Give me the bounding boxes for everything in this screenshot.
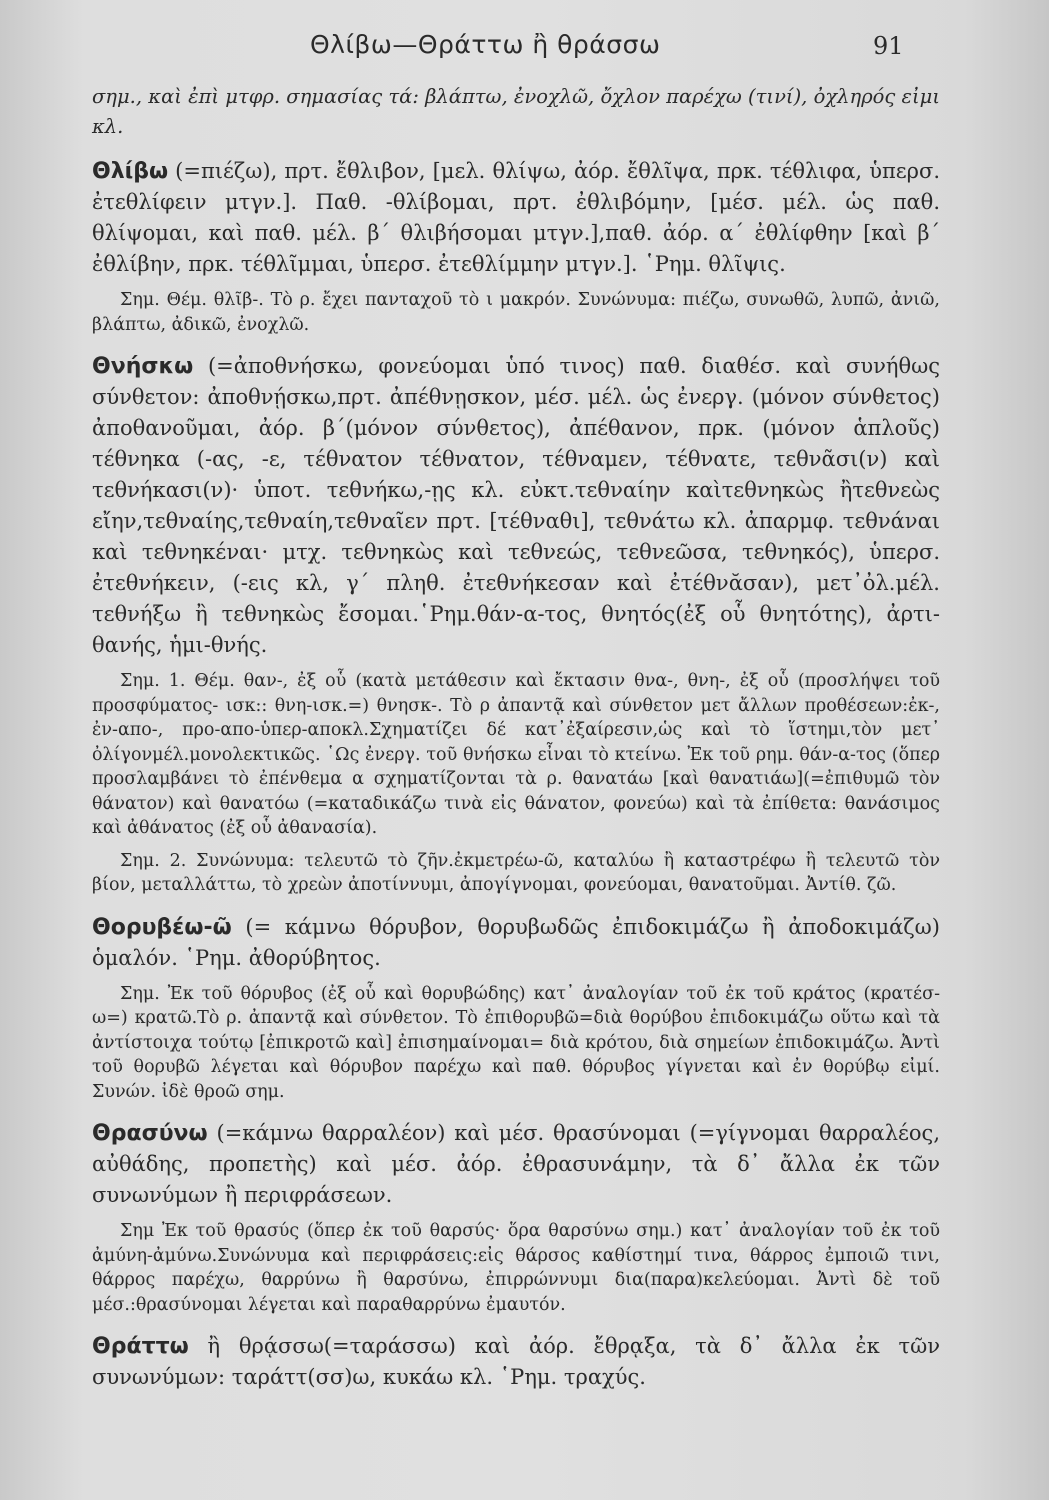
page-number: 91 xyxy=(873,32,904,60)
headword: Θρασύνω xyxy=(92,1121,208,1146)
page-header xyxy=(0,30,1049,70)
headword: Θορυβέω-ῶ xyxy=(92,914,232,940)
note: Σημ Ἐκ τοῦ θρασύς (ὅπερ ἐκ τοῦ θαρσύς· ὅρα θαρσύνω σημ.) κατ᾽ ἀναλογίαν τοῦ ἐκ τοῦ ἀμύνη-ἀμύνω.Συνώνυμα καὶ περιφράσεις:εἰς θάρσος καθίστημί τινα, θάρρος ἐμποιῶ τινι, θάρρος παρέχω, θαρρύνω ἢ θαρσύνω, ἐπιρρώννυμι δια(παρα)κελεύομαι. Ἀντὶ δὲ τοῦ μέσ.:θρασύνομαι λέγεται καὶ παραθαρρύνω ἐμαυτόν. xyxy=(92,1221,940,1315)
headword: Θνήσκω xyxy=(92,354,194,379)
note: Σημ. Θέμ. θλῖβ-. Τὸ ρ. ἔχει πανταχοῦ τὸ ι μακρόν. Συνώνυμα: πιέζω, συνωθῶ, λυπῶ, ἀνιῶ, βλάπτω, ἀδικῶ, ἐνοχλῶ. xyxy=(92,290,940,335)
note: Σημ. 1. Θέμ. θαν-, ἐξ οὗ (κατὰ μετάθεσιν καὶ ἔκτασιν θνα-, θνη-, ἐξ οὗ (προσλήψει τοῦ προσφύματος- ισκ:: θνη-ισκ.=) θνησκ-. Τὸ ρ ἀπαντᾷ καὶ σύνθετον μετ ἄλλων προθέσεων:ἐκ-, ἐν-απο-, προ-απο-ὑπερ-αποκλ.Σχηματίζει δέ κατ᾽ἐξαίρεσιν,ὡς καὶ τὸ ἵστημι,τὸν μετ᾽ ὀλίγονμέλ.μονολεκτικῶς. ῾Ως ἐνεργ. τοῦ θνήσκω εἶναι τὸ κτείνω. Ἐκ τοῦ ρημ. θάν-α-τος (ὅπερ προσλαμβάνει τὸ ἐπένθεμα α σχηματίζονται τὰ ρ. θανατάω [καὶ θανατιάω](=ἐπιθυμῶ τὸν θάνατον) καὶ θανατόω (=καταδικάζω τινὰ εἰς θάνατον, φονεύω) καὶ τὰ ἐπίθετα: θανάσιμος καὶ ἀθάνατος (ἐξ οὗ ἀθανασία). xyxy=(92,671,940,838)
entry-thlibo xyxy=(92,156,940,280)
entry-thorybeo xyxy=(92,912,940,974)
continuation-paragraph: σημ., καὶ ἐπὶ μτφρ. σημασίας τά: βλάπτω, ἐνοχλῶ, ὄχλον παρέχω (τινί), ὀχληρός εἰμι κλ. xyxy=(92,85,940,138)
headword: Θλίβω xyxy=(92,159,169,184)
entry-text: (=κάμνω θαρραλέον) καὶ μέσ. θρασύνομαι (=γίγνομαι θαρραλέος, αὐθάδης, προπετὴς) καὶ μέσ. ἀόρ. ἐθρασυνάμην, τὰ δ᾽ ἄλλα ἐκ τῶν συνωνύμων ἢ περιφράσεων. xyxy=(92,1121,940,1207)
note: Σημ. Ἐκ τοῦ θόρυβος (ἐξ οὗ καὶ θορυβώδης) κατ᾽ ἀναλογίαν τοῦ ἐκ τοῦ κράτος (κρατέσ-ω=) κρατῶ.Τὸ ρ. ἀπαντᾷ καὶ σύνθετον. Τὸ ἐπιθορυβῶ=διὰ θορύβου ἐπιδοκιμάζω οὕτω καὶ τὰ ἀντίστοιχα τούτῳ [ἐπικροτῶ καὶ] ἐπισημαίνομαι= διὰ κρότου, διὰ σημείων ἐπιδοκιμάζω. Ἀντὶ τοῦ θορυβῶ λέγεται καὶ θόρυβον παρέχω καὶ παθ. θόρυβος γίγνεται καὶ ἐν θορύβῳ εἰμί. Συνών. ἰδὲ θροῶ σημ. xyxy=(92,983,940,1102)
page-body xyxy=(92,82,940,1393)
entry-thratto xyxy=(92,1331,940,1393)
entry-text: ἢ θρᾴσσω(=ταράσσω) καὶ ἀόρ. ἔθρᾳξα, τὰ δ᾽ ἄλλα ἐκ τῶν συνωνύμων: ταράττ(σσ)ω, κυκάω κλ. ῾Ρημ. τραχύς. xyxy=(92,1334,940,1389)
entry-text: (= κάμνω θόρυβον, θορυβωδῶς ἐπιδοκιμάζω ἢ ἀποδοκιμάζω) ὁμαλόν. ῾Ρημ. ἀθορύβητος. xyxy=(92,914,940,970)
headword: Θράττω xyxy=(92,1334,189,1359)
entry-thnesko xyxy=(92,351,940,661)
running-title: Θλίβω—Θράττω ἢ θράσσω xyxy=(310,30,661,59)
note: Σημ. 2. Συνώνυμα: τελευτῶ τὸ ζῆν.ἐκμετρέω-ῶ, καταλύω ἢ καταστρέφω ἢ τελευτῶ τὸν βίον, μεταλλάττω, τὸ χρεὼν ἀποτίννυμι, ἀπογίγνομαι, φονεύομαι, θανατοῦμαι. Ἀντίθ. ζῶ. xyxy=(92,850,940,895)
entry-text: (=ἀποθνήσκω, φονεύομαι ὑπό τινος) παθ. διαθέσ. καὶ συνήθως σύνθετον: ἀποθνῄσκω,πρτ. ἀπέθνῃσκον, μέσ. μέλ. ὡς ἐνεργ. (μόνον σύνθετος) ἀποθανοῦμαι, ἀόρ. β΄(μόνον σύνθετος), ἀπέθανον, πρκ. (μόνον ἁπλοῦς) τέθνηκα (-ας, -ε, τέθνατον τέθνατον, τέθναμεν, τέθνατε, τεθνᾶσι(ν) καὶ τεθνήκασι(ν)· ὑποτ. τεθνήκω,-ῃς κλ. εὐκτ.τεθναίην καὶτεθνηκὼς ἢτεθνεὼς εἴην,τεθναίης,τεθναίη,τεθναῖεν πρτ. [τέθναθι], τεθνάτω κλ. ἀπαρμφ. τεθνάναι καὶ τεθνηκέναι· μτχ. τεθνηκὼς καὶ τεθνεώς, τεθνεῶσα, τεθνηκός), ὑπερσ. ἐτεθνήκειν, (-εις κλ, γ΄ πληθ. ἐτεθνήκεσαν καὶ ἐτέθνᾰσαν), μετ᾽ὀλ.μέλ. τεθνήξω ἢ τεθνηκὼς ἔσομαι.῾Ρημ.θάν-α-τος, θνητός(ἐξ οὗ θνητότης), ἀρτι-θανής, ἡμι-θνής. xyxy=(92,354,940,657)
entry-text: (=πιέζω), πρτ. ἔθλιβον, [μελ. θλίψω, ἀόρ. ἔθλῖψα, πρκ. τέθλιφα, ὑπερσ. ἐτεθλίφειν μτγν.]. Παθ. -θλίβομαι, πρτ. ἐθλιβόμην, [μέσ. μέλ. ὡς παθ. θλίψομαι, καὶ παθ. μέλ. β΄ θλιβήσομαι μτγν.],παθ. ἀόρ. α΄ ἐθλίφθην [καὶ β΄ ἐθλίβην, πρκ. τέθλῖμμαι, ὑπερσ. ἐτεθλίμμην μτγν.]. ῾Ρημ. θλῖψις. xyxy=(92,159,940,276)
entry-thrasyno xyxy=(92,1118,940,1211)
